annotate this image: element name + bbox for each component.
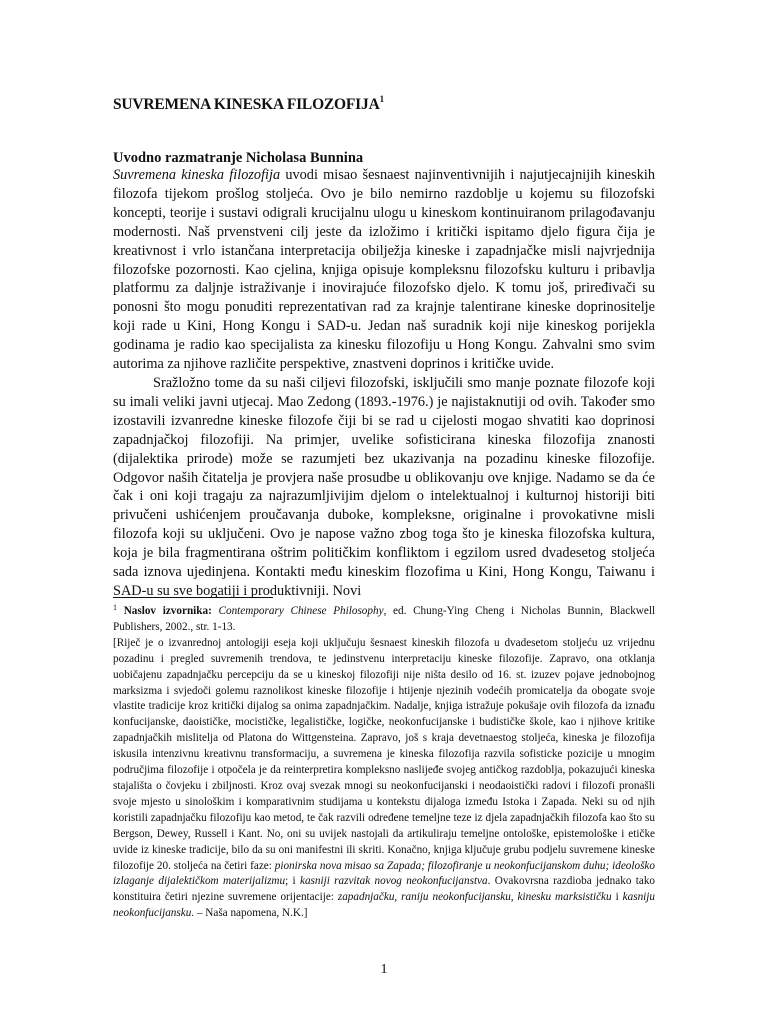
footnote-closing: . – Naša napomena, N.K.] <box>191 907 308 920</box>
body-text <box>113 166 655 601</box>
footnote-source-title: Contemporary Chinese Philosophy <box>218 605 384 617</box>
footnote-note <box>113 636 655 922</box>
paragraph-2: Sražložno tome da su naši ciljevi filozofski, isključili smo manje poznate filozofe koji su imali veliki javni utjecaj. Mao Zedong (1893.-1976.) je najistaknutiji od ovih. Također smo izostavili izvanredne kineske filozofe čiji bi se rad u cijelosti mogao shvatiti kao doprinosi zapadnjačkoj filozofiji. Na primjer, uvelike sofisticirana kineska filozofija znanosti (dijalektika prirode) može se razumjeti bez ukazivanja na pozadinu kineske filozofije. Odgovor naših čitatelja je provjera naše prosudbe u oblikovanju ove knjige. Nadamo se da će čak i oni koji tragaju za najrazumljivijim djelom o intelektualnoj i kulturnoj historiji biti privučeni ushićenjem proučavanja duboke, kompleksne, originalne i provokativne misli filozofa koji su uključeni. Ovo je napose važno zbog toga što je kineska filozofska kultura, koja je bila fragmentirana oštrim političkim konfliktom i egzilom usred dvadesetog stoljeća sada iznova ujedinjena. Kontakti među kineskim flozofima u Kini, Hong Kongu, Taiwanu i SAD-u su sve bogatiji i produktivniji. Novi <box>113 374 655 599</box>
page-number: 1 <box>380 962 388 977</box>
footnote-mark: 1 <box>113 603 117 612</box>
title-text: SUVREMENA KINESKA FILOZOFIJA <box>113 96 380 113</box>
paragraph-1 <box>113 166 655 374</box>
footnote-phases-sep: ; i <box>285 875 300 888</box>
footnote-source <box>113 600 655 636</box>
title-footnote-mark: 1 <box>379 94 384 104</box>
document-title <box>113 94 384 114</box>
footnote-source-rest: , ed. Chung-Ying Cheng i Nicholas Bunnin, Blackwell Publishers, 2002., str. 1-13. <box>113 605 656 633</box>
footnote-orientation-4: kasniju neokonfucijansku <box>113 891 655 920</box>
footnote-phases: pionirska nova misao sa Zapada; filozofiranje u neokonfucijanskom duhu; ideološko izlaganje dijalektičkom materijalizmu <box>113 859 655 888</box>
footnote-phase-4: kasniji razvitak novog neokonfucijanstva <box>300 875 488 888</box>
footnote <box>113 600 655 922</box>
footnote-label: Naslov izvornika: <box>123 605 212 617</box>
footnote-note-main: [Riječ je o izvanrednoj antologiji eseja koji uključuju šesnaest kineskih filozofa u dvadesetom stoljeću uz vrijednu pozadinu i pregled suvremenih trendova, te jedinstvenu interpretaciju kineske filozofije. Zapravo, ona otklanja uobičajenu zapadnjačku percepciju da se u kineskoj filozofiji nije ništa desilo od 16. st. izuzev pojave jednobojnog marksizma i svjedoči golemu raznolikost kineske filozofije i htijenje njezinih vodećih promicatelja da obogate svoje vlastite tradicije kroz kritički dijalog sa onima zapadnjačkim. Nadalje, knjiga istražuje pokušaje ovih filozofa da iznađu konfucijanske, daoističke, mocističke, legalističke, logičke, neokonfucijanske i budističke škole, kao i njihove kritike zapadnjačkih mislitelja od Platona do Wittgensteina. Zapravo, još s kraja devetnaestog stoljeća, kineska je filozofija iskusila intenzivnu kreativnu transformaciju, a suvremena je kineska filozofija razvila sofisticke pozicije u mnogim područjima filozofije i otpočela je da reinterpretira kompleksno naslijeđe svojeg antičkog razdoblja, pokazujući kineska stajališta o čovjeku i zbiljnosti. Kroz ovaj svezak mnogi su neokonfucijanski i neodaoistički radovi i filozofi pronašli svoje mjesto u sinološkim i komparativnim studijama u kontekstu dijaloga između Istoka i Zapada. Neki su od njih koristili zapadnjačku filozofiju kao metod, te čak razvili određene temeljne teze iz djela zapadnjačkih filozofa kao što su Bergson, Dewey, Russell i Kant. No, oni su uvijek nastojali da artikuliraju temeljne ontološke, epistemološke i etičke uvide iz kineske tradicije, bilo da su oni manifestni ili skriti. Konačno, knjiga ključuje grubu podjelu suvremene kineske filozofije 20. stoljeća na četiri faze: <box>113 636 655 872</box>
footnote-orientations: zapadnjačku, raniju neokonfucijansku, kinesku marksističku <box>337 891 612 904</box>
footnote-after-phases: . Ovakovrsna razdioba jednako tako konstituira četiri njezine suvremene orijentacije: <box>113 875 656 904</box>
footnote-separator <box>113 597 273 598</box>
book-title-italic: Suvremena kineska filozofija <box>113 167 281 183</box>
footnote-orient-sep: i <box>611 891 623 904</box>
paragraph-1-text: uvodi misao šesnaest najinventivnijih i najutjecajnijih kineskih filozofa tijekom prošlog stoljeća. Ovo je bilo nemirno razdoblje u kojemu su filozofski koncepti, teorije i sustavi odigrali krucijalnu ulogu u kineskom kontinuiranom prilagođavanju modernosti. Naš prvenstveni cilj jeste da izložimo i kritički ispitamo djelo figura čija je kreativnost i vrlo istančana interpretacija obilježja kineske i zapadnjačke misli najvrjednija filozofske pozornosti. Kao cjelina, knjiga opisuje kompleksnu filozofsku kulturu i pribavlja platformu za daljnje istraživanje i inovirajuće filozofsko djelo. K tomu još, priređivači su ponosni što mogu ponuditi reprezentativan rad za krajnje talentirane kineske doprinositelje koji rade u Kini, Hong Kongu i SAD-u. Jedan naš suradnik koji nije kineskog porijekla godinama je radio kao specijalista za kinesku filozofiju u Hong Kongu. Zahvalni smo svim autorima za njihove različite perspektive, znastveni doprinos i kritičke uvide. <box>113 167 655 373</box>
section-subheading: Uvodno razmatranje Nicholasa Bunnina <box>113 150 364 166</box>
